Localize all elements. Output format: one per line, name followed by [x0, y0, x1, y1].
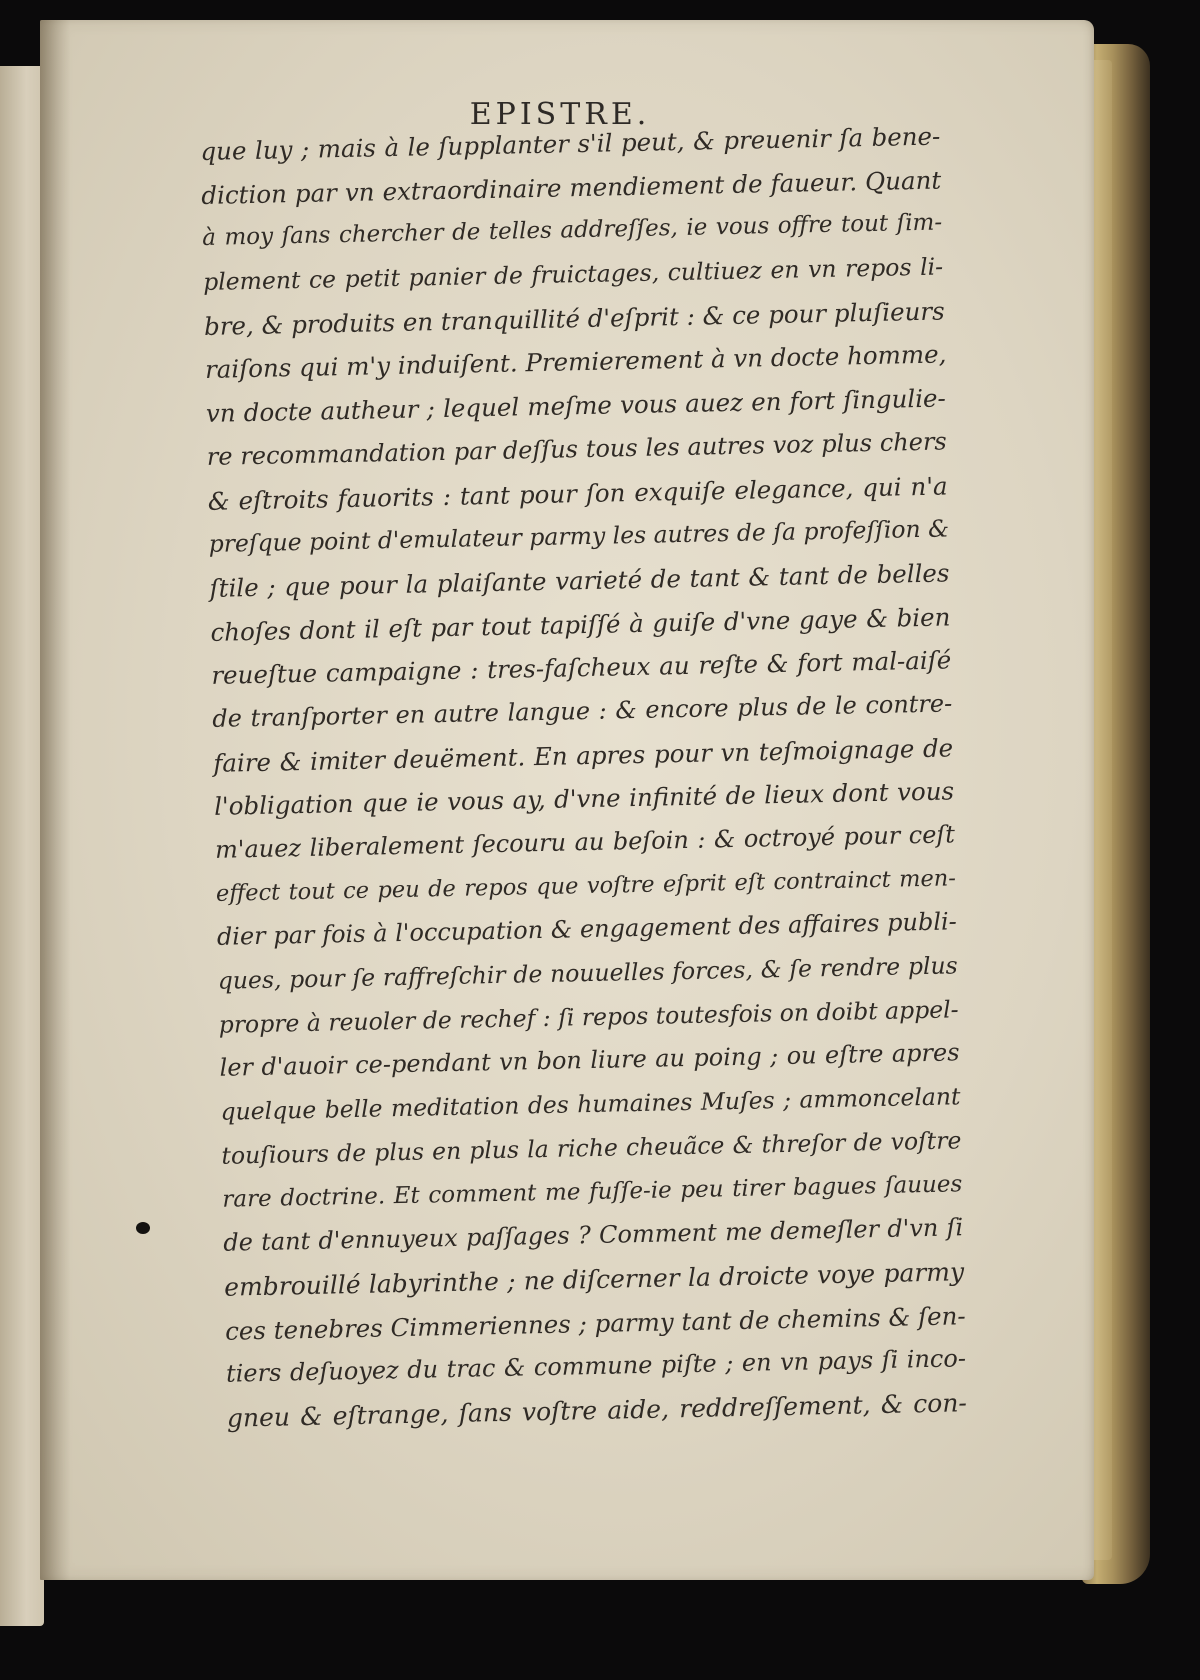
- text-line: à moy ſans chercher de telles addreſſes, ie vous offre tout ſim-: [201, 209, 943, 252]
- text-line: faire & imiter deuëment. En apres pour vn teſmoignage de: [212, 732, 954, 778]
- text-line: que luy ; mais à le ſupplanter s'il peut, & preuenir ſa bene-: [200, 121, 941, 166]
- text-line: l'obligation que ie vous ay, d'vne infinité de lieux dont vous: [213, 776, 955, 822]
- text-line: & eſtroits fauorits : tant pour ſon exquiſe elegance, qui n'a: [207, 470, 948, 516]
- text-line: re recommandation par deſſus tous les autres voz plus chers: [206, 427, 947, 471]
- text-line: bre, & produits en tranquillité d'eſprit : & ce pour pluſieurs: [203, 296, 945, 341]
- gutter-shadow: [40, 20, 70, 1580]
- text-line: vn docte autheur ; lequel meſme vous auez en fort ſingulie-: [205, 383, 947, 429]
- text-line: reueſtue campaigne : tres-faſcheux au reſte & fort mal-aiſé: [211, 645, 952, 691]
- text-block: [200, 115, 967, 1441]
- text-line: ler d'auoir ce-pendant vn bon liure au poing ; ou eſtre apres: [219, 1038, 960, 1083]
- text-line: ſtile ; que pour la plaiſante varieté de tant & tant de belles: [209, 558, 950, 603]
- text-line: m'auez liberalement ſecouru au beſoin : & octroyé pour ceſt: [214, 820, 956, 864]
- text-line: tiers deſuoyez du trac & commune piſte ; en vn pays ſi inco-: [225, 1344, 967, 1388]
- text-line: plement ce petit panier de fruictages, cultiuez en vn repos li-: [202, 252, 944, 297]
- text-line: raiſons qui m'y induiſent. Premierement à vn docte homme,: [204, 339, 947, 385]
- text-line: rare doctrine. Et comment me fuſſe-ie peu tirer bagues ſauues: [222, 1170, 963, 1213]
- text-line: embrouillé labyrinthe ; ne diſcerner la droicte voye parmy: [223, 1257, 965, 1302]
- text-line: propre à reuoler de rechef : ſi repos toutesfois on doibt appel-: [218, 995, 959, 1039]
- left-page-edge: [0, 66, 44, 1626]
- text-line: preſque point d'emulateur parmy les autres de ſa profeſſion &: [208, 514, 950, 559]
- text-line: dier par fois à l'occupation & engagement des affaires publi-: [216, 907, 958, 952]
- text-line: choſes dont il eſt par tout tapiſſé à guiſe d'vne gaye & bien: [210, 601, 951, 647]
- text-line: gneu & eſtrange, ſans voſtre aide, reddreſſement, & con-: [226, 1388, 968, 1433]
- text-line: touſiours de plus en plus la riche cheuãce & threſor de voſtre: [221, 1126, 962, 1170]
- text-line: de tant d'ennuyeux paſſages ? Comment me demeſler d'vn ſi: [223, 1213, 964, 1257]
- text-line: ques, pour ſe raffreſchir de nouuelles forces, & ſe rendre plus: [217, 951, 958, 995]
- text-line: ces tenebres Cimmeriennes ; parmy tant de chemins & ſen-: [224, 1300, 966, 1346]
- running-head: EPISTRE.: [469, 97, 651, 132]
- text-line: effect tout ce peu de repos que voſtre eſprit eſt contrainct men-: [215, 865, 957, 907]
- ink-spot: [136, 1222, 150, 1234]
- text-line: de tranſporter en autre langue : & encore plus de le contre-: [212, 689, 953, 733]
- text-line: quelque belle meditation des humaines Muſes ; ammoncelant: [220, 1082, 961, 1126]
- text-line: diction par vn extraordinaire mendiement de faueur. Quant: [201, 165, 942, 210]
